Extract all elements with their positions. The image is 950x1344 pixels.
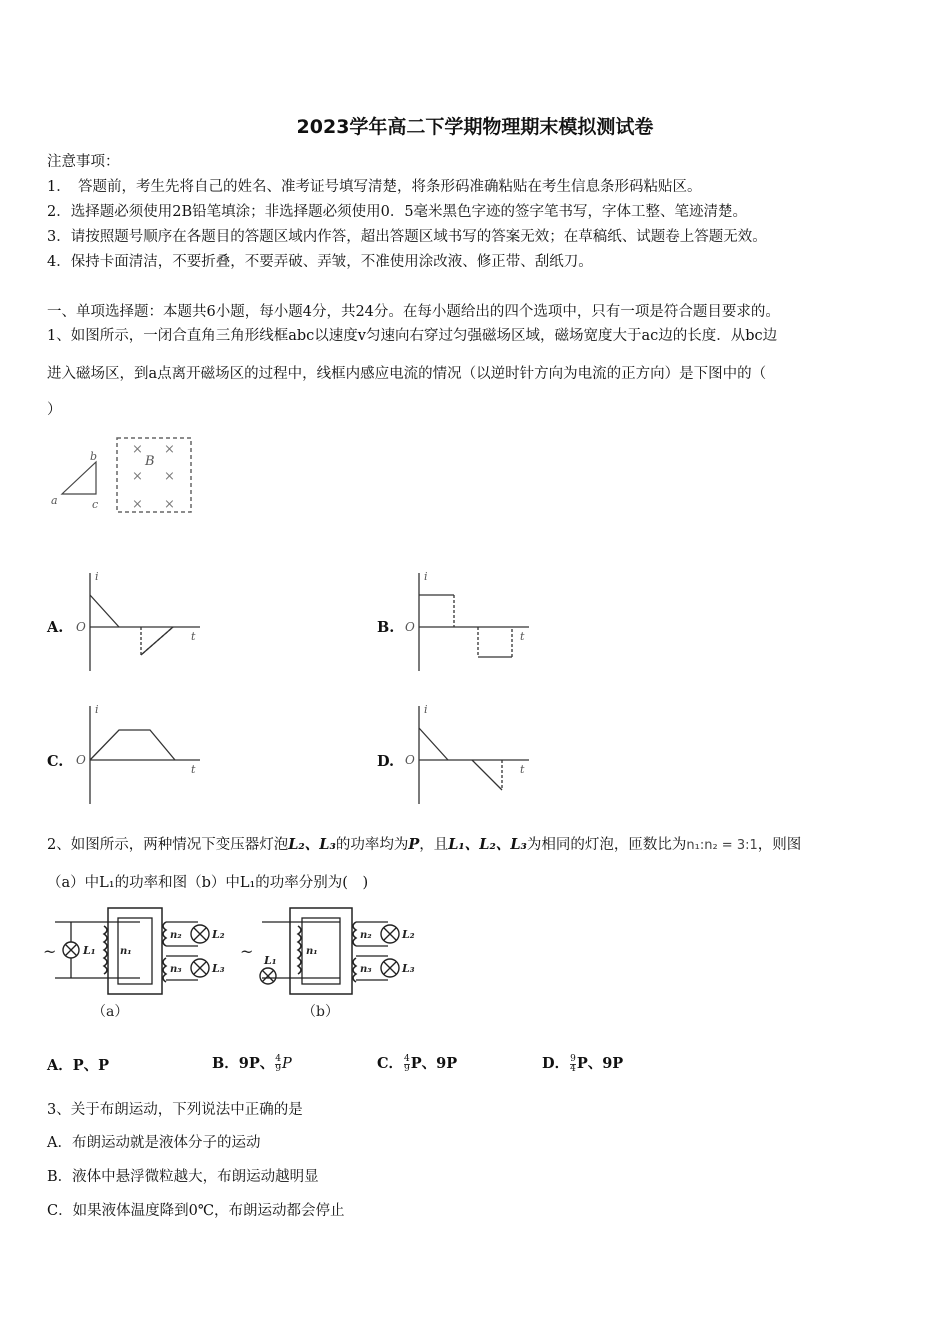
notice-item-4: 4．保持卡面清洁，不要折叠，不要弄破、弄皱，不准使用涂改液、修正带、刮纸刀。	[47, 254, 593, 270]
axis-i-label: i	[424, 703, 428, 716]
svg-text:n₂: n₂	[170, 930, 182, 941]
core	[108, 908, 162, 994]
q1-line-2: 进入磁场区，到a点离开磁场区的过程中，线框内感应电流的情况（以逆时针方向为电流的正方向）是下图中的（	[47, 366, 767, 382]
svg-text:L₂: L₂	[402, 928, 415, 941]
q2-option-b[interactable]: B．9P、 $\frac{4}{9}$ P	[212, 1053, 292, 1074]
label-B: B	[145, 454, 155, 469]
q2-transformer-figure	[40, 900, 420, 1030]
q1-option-c-label[interactable]: C.	[47, 753, 64, 770]
page-title: 2023学年高二下学期物理期末模拟测试卷	[296, 116, 654, 138]
axis-t-label: t	[191, 630, 196, 643]
q2-line-1: 2、如图所示，两种情况下变压器灯泡L₂、L₃的功率均为P，且L₁、L₂、L₃为相同的灯泡，匝数比为n₁:n₂ = 3:1，则图	[47, 836, 802, 853]
field-cross: ×	[132, 497, 143, 512]
triangle-frame	[62, 462, 96, 494]
axis-i-label: i	[95, 570, 99, 583]
q2-option-d[interactable]: D． $\frac{9}{4}$ P、9P	[542, 1053, 624, 1074]
q2-option-c[interactable]: C． $\frac{4}{9}$ P、9P	[377, 1053, 458, 1074]
q1-option-b-label[interactable]: B.	[377, 619, 395, 636]
svg-text:L₃: L₃	[212, 962, 225, 975]
q2-line-2: （a）中L₁的功率和图（b）中L₁的功率分别为( )	[47, 875, 369, 891]
ac-source-symbol: ~	[43, 942, 57, 961]
svg-text:L₂: L₂	[212, 928, 225, 941]
svg-text:L₃: L₃	[402, 962, 415, 975]
origin-label: O	[405, 753, 415, 767]
q3-option-a[interactable]: A．布朗运动就是液体分子的运动	[47, 1135, 261, 1151]
svg-text:n₁: n₁	[306, 946, 318, 957]
circuit-a	[43, 908, 225, 1020]
label-c: c	[92, 498, 99, 511]
axis-i-label: i	[95, 703, 99, 716]
svg-text:n₃: n₃	[170, 964, 182, 975]
q1-figure	[40, 430, 210, 520]
field-cross: ×	[164, 442, 175, 457]
q3-option-b[interactable]: B．液体中悬浮微粒越大，布朗运动越明显	[47, 1169, 319, 1185]
section-heading: 一、单项选择题：本题共6小题，每小题4分，共24分。在每小题给出的四个选项中，只有一项是符合题目要求的。	[47, 304, 780, 320]
svg-text:L₁: L₁	[83, 944, 96, 957]
q1-option-a-graph[interactable]	[75, 567, 205, 675]
q1-option-c-graph[interactable]	[75, 700, 205, 808]
svg-text:n₁: n₁	[120, 946, 132, 957]
svg-text:L₁: L₁	[264, 954, 277, 967]
q1-option-b-graph[interactable]	[404, 567, 534, 675]
q1-option-d-label[interactable]: D.	[377, 753, 395, 770]
field-cross: ×	[132, 469, 143, 484]
q1-line-1: 1、如图所示，一闭合直角三角形线框abc以速度v匀速向右穿过匀强磁场区域，磁场宽度大于ac边的长度．从bc边	[47, 328, 778, 344]
magnetic-field-region	[117, 438, 191, 512]
caption-b: （b）	[302, 1004, 339, 1020]
axis-t-label: t	[191, 763, 196, 776]
origin-label: O	[76, 753, 86, 767]
notice-item-2: 2．选择题必须使用2B铅笔填涂；非选择题必须使用0．5毫米黑色字迹的签字笔书写，字体工整、笔迹清楚。	[47, 204, 748, 220]
q3-stem: 3、关于布朗运动，下列说法中正确的是	[47, 1102, 303, 1118]
q2-option-a[interactable]: A．P、P	[47, 1057, 110, 1074]
field-cross: ×	[132, 442, 143, 457]
caption-a: （a）	[92, 1004, 129, 1020]
turns-ratio: n₁:n₂ = 3:1	[686, 838, 758, 853]
axis-i-label: i	[424, 570, 428, 583]
svg-text:~: ~	[240, 942, 254, 961]
field-cross: ×	[164, 469, 175, 484]
q1-line-3: ）	[47, 402, 62, 418]
label-b: b	[90, 450, 98, 463]
notice-heading: 注意事项：	[47, 154, 120, 170]
q3-option-c[interactable]: C．如果液体温度降到0℃，布朗运动都会停止	[47, 1203, 345, 1219]
notice-item-3: 3．请按照题号顺序在各题目的答题区域内作答，超出答题区域书写的答案无效；在草稿纸、试题卷上答题无效。	[47, 229, 767, 245]
axis-t-label: t	[520, 763, 525, 776]
svg-text:n₃: n₃	[360, 964, 372, 975]
notice-item-1: 1． 答题前，考生先将自己的姓名、准考证号填写清楚，将条形码准确粘贴在考生信息条形码粘贴区。	[47, 179, 702, 195]
field-cross: ×	[164, 497, 175, 512]
q1-option-d-graph[interactable]	[404, 700, 534, 808]
axis-t-label: t	[520, 630, 525, 643]
circuit-b	[240, 908, 415, 1020]
origin-label: O	[405, 620, 415, 634]
origin-label: O	[76, 620, 86, 634]
q1-option-a-label[interactable]: A.	[47, 619, 64, 636]
svg-text:n₂: n₂	[360, 930, 372, 941]
label-a: a	[51, 494, 58, 507]
